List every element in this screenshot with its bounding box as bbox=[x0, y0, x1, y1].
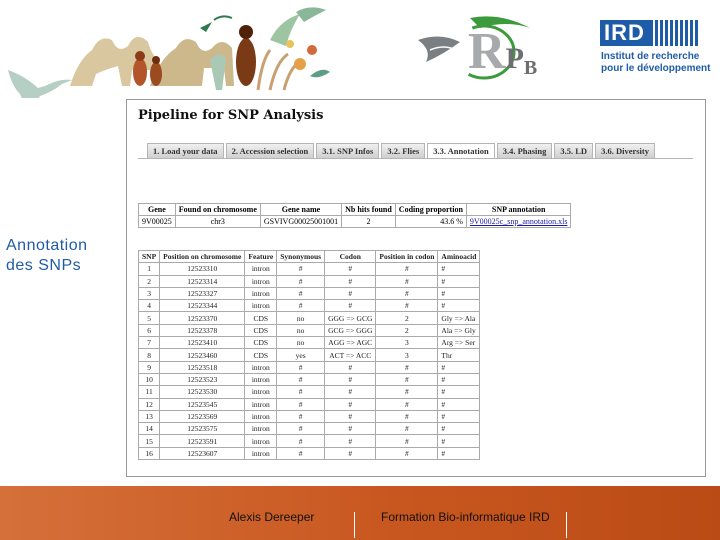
snp-cell-aminoacid: # bbox=[438, 287, 480, 299]
snp-cell-position-in-codon: 3 bbox=[376, 337, 438, 349]
gene-summary-table bbox=[138, 203, 571, 228]
snp-cell-snp: 7 bbox=[139, 337, 160, 349]
snp-cell-position: 12523530 bbox=[160, 386, 245, 398]
snp-cell-position-in-codon: # bbox=[376, 447, 438, 459]
table-row bbox=[139, 287, 480, 299]
gene-cell-gene: 9V00025 bbox=[139, 216, 176, 228]
snp-table-header-row bbox=[139, 251, 480, 263]
snp-cell-snp: 6 bbox=[139, 324, 160, 336]
snp-cell-synonymous: no bbox=[277, 312, 325, 324]
snp-cell-aminoacid: Ala => Gly bbox=[438, 324, 480, 336]
snp-cell-codon: # bbox=[325, 398, 376, 410]
table-row bbox=[139, 324, 480, 336]
tab-ld[interactable]: 3.5. LD bbox=[554, 143, 593, 159]
snp-cell-position-in-codon: # bbox=[376, 275, 438, 287]
snp-cell-codon: # bbox=[325, 447, 376, 459]
snp-cell-aminoacid: # bbox=[438, 447, 480, 459]
rpb-r-letter: R bbox=[468, 23, 506, 80]
table-row bbox=[139, 263, 480, 275]
snp-cell-snp: 12 bbox=[139, 398, 160, 410]
snp-cell-position-in-codon: # bbox=[376, 398, 438, 410]
snp-header-position: Position on chromosome bbox=[160, 251, 245, 263]
snp-cell-feature: intron bbox=[245, 386, 277, 398]
tab-annotation[interactable]: 3.3. Annotation bbox=[427, 143, 495, 159]
snp-cell-position-in-codon: # bbox=[376, 423, 438, 435]
tab-diversity[interactable]: 3.6. Diversity bbox=[595, 143, 655, 159]
gene-cell-chromosome: chr3 bbox=[175, 216, 260, 228]
snp-cell-synonymous: no bbox=[277, 324, 325, 336]
gene-header-gene: Gene bbox=[139, 204, 176, 216]
table-row bbox=[139, 423, 480, 435]
snp-cell-position: 12523314 bbox=[160, 275, 245, 287]
snp-cell-aminoacid: # bbox=[438, 386, 480, 398]
snp-cell-snp: 15 bbox=[139, 435, 160, 447]
snp-cell-position: 12523370 bbox=[160, 312, 245, 324]
snp-header-feature: Feature bbox=[245, 251, 277, 263]
snp-cell-codon: GCG => GGG bbox=[325, 324, 376, 336]
snp-cell-position: 12523344 bbox=[160, 300, 245, 312]
snp-cell-position-in-codon: # bbox=[376, 373, 438, 385]
snp-cell-feature: CDS bbox=[245, 312, 277, 324]
table-row bbox=[139, 447, 480, 459]
snp-cell-aminoacid: # bbox=[438, 410, 480, 422]
snp-annotation-download-link[interactable]: 9V00025c_snp_annotation.xls bbox=[466, 216, 571, 228]
snp-cell-snp: 16 bbox=[139, 447, 160, 459]
tab-divider bbox=[138, 158, 693, 159]
snp-cell-synonymous: # bbox=[277, 423, 325, 435]
snp-cell-aminoacid: # bbox=[438, 435, 480, 447]
snp-cell-codon: # bbox=[325, 287, 376, 299]
gene-table-header-row bbox=[139, 204, 571, 216]
snp-cell-snp: 14 bbox=[139, 423, 160, 435]
snp-cell-position: 12523569 bbox=[160, 410, 245, 422]
table-row bbox=[139, 410, 480, 422]
ird-logo-label: IRD bbox=[600, 20, 696, 46]
snp-cell-codon: # bbox=[325, 386, 376, 398]
snp-cell-snp: 1 bbox=[139, 263, 160, 275]
snp-cell-position-in-codon: # bbox=[376, 410, 438, 422]
snp-cell-codon: # bbox=[325, 275, 376, 287]
snp-cell-synonymous: no bbox=[277, 337, 325, 349]
tab-load-data[interactable]: 1. Load your data bbox=[147, 143, 224, 159]
snp-cell-synonymous: # bbox=[277, 447, 325, 459]
rpb-b-letter: B bbox=[523, 57, 538, 79]
snp-cell-snp: 2 bbox=[139, 275, 160, 287]
tab-snp-infos[interactable]: 3.1. SNP Infos bbox=[316, 143, 379, 159]
slide-title bbox=[6, 236, 88, 276]
footer-bar bbox=[0, 486, 720, 540]
snp-cell-feature: intron bbox=[245, 398, 277, 410]
snp-cell-position-in-codon: # bbox=[376, 386, 438, 398]
decorative-banner-illustration bbox=[0, 0, 400, 98]
snp-cell-synonymous: # bbox=[277, 263, 325, 275]
snp-cell-codon: # bbox=[325, 410, 376, 422]
snp-cell-feature: intron bbox=[245, 287, 277, 299]
snp-cell-feature: intron bbox=[245, 361, 277, 373]
snp-cell-feature: intron bbox=[245, 435, 277, 447]
footer-course: Formation Bio-informatique IRD bbox=[381, 510, 550, 524]
table-row bbox=[139, 300, 480, 312]
snp-cell-synonymous: # bbox=[277, 373, 325, 385]
snp-cell-feature: intron bbox=[245, 423, 277, 435]
gene-table-row bbox=[139, 216, 571, 228]
snp-cell-snp: 13 bbox=[139, 410, 160, 422]
snp-cell-position: 12523518 bbox=[160, 361, 245, 373]
snp-cell-codon: GGG => GCG bbox=[325, 312, 376, 324]
snp-cell-codon: # bbox=[325, 300, 376, 312]
snp-cell-aminoacid: Thr bbox=[438, 349, 480, 361]
snp-cell-snp: 5 bbox=[139, 312, 160, 324]
slide-title-line2: des SNPs bbox=[6, 257, 82, 274]
snp-cell-synonymous: # bbox=[277, 361, 325, 373]
snp-cell-position: 12523545 bbox=[160, 398, 245, 410]
table-row bbox=[139, 386, 480, 398]
snp-cell-feature: intron bbox=[245, 373, 277, 385]
snp-header-synonymous: Synonymous bbox=[277, 251, 325, 263]
snp-cell-snp: 8 bbox=[139, 349, 160, 361]
footer-author: Alexis Dereeper bbox=[229, 510, 315, 524]
gene-header-chromosome: Found on chromosome bbox=[175, 204, 260, 216]
snp-cell-position-in-codon: 2 bbox=[376, 324, 438, 336]
snp-cell-position: 12523310 bbox=[160, 263, 245, 275]
table-row bbox=[139, 337, 480, 349]
snp-cell-position-in-codon: 3 bbox=[376, 349, 438, 361]
snp-cell-aminoacid: Gly => Ala bbox=[438, 312, 480, 324]
snp-header-position-in-codon: Position in codon bbox=[376, 251, 438, 263]
snp-cell-position-in-codon: # bbox=[376, 300, 438, 312]
snp-cell-codon: # bbox=[325, 361, 376, 373]
footer-separator bbox=[354, 512, 355, 538]
snp-cell-feature: intron bbox=[245, 263, 277, 275]
snp-cell-synonymous: # bbox=[277, 386, 325, 398]
snp-cell-aminoacid: # bbox=[438, 398, 480, 410]
snp-cell-position: 12523575 bbox=[160, 423, 245, 435]
tab-phasing[interactable]: 3.4. Phasing bbox=[497, 143, 553, 159]
snp-cell-codon: AGG => AGC bbox=[325, 337, 376, 349]
snp-cell-synonymous: yes bbox=[277, 349, 325, 361]
slide-title-line1: Annotation bbox=[6, 237, 88, 254]
snp-cell-position-in-codon: # bbox=[376, 361, 438, 373]
snp-cell-synonymous: # bbox=[277, 287, 325, 299]
gene-header-nb-hits: Nb hits found bbox=[342, 204, 396, 216]
footer-separator bbox=[566, 512, 567, 538]
ird-subtitle-line1: Institut de recherche bbox=[601, 51, 700, 62]
snp-cell-synonymous: # bbox=[277, 398, 325, 410]
snp-cell-synonymous: # bbox=[277, 275, 325, 287]
tab-flies[interactable]: 3.2. Flies bbox=[381, 143, 425, 159]
gene-cell-nb-hits: 2 bbox=[342, 216, 396, 228]
snp-cell-feature: CDS bbox=[245, 337, 277, 349]
snp-header-codon: Codon bbox=[325, 251, 376, 263]
snp-cell-snp: 10 bbox=[139, 373, 160, 385]
snp-cell-position: 12523378 bbox=[160, 324, 245, 336]
snp-cell-synonymous: # bbox=[277, 410, 325, 422]
table-row bbox=[139, 312, 480, 324]
snp-cell-snp: 3 bbox=[139, 287, 160, 299]
snp-cell-position: 12523460 bbox=[160, 349, 245, 361]
snp-cell-feature: intron bbox=[245, 447, 277, 459]
snp-cell-codon: # bbox=[325, 373, 376, 385]
snp-cell-aminoacid: # bbox=[438, 275, 480, 287]
snp-cell-aminoacid: # bbox=[438, 423, 480, 435]
snp-cell-synonymous: # bbox=[277, 300, 325, 312]
snp-cell-snp: 9 bbox=[139, 361, 160, 373]
snp-cell-aminoacid: # bbox=[438, 300, 480, 312]
snp-cell-feature: CDS bbox=[245, 324, 277, 336]
pipeline-title: Pipeline for SNP Analysis bbox=[138, 108, 324, 123]
snp-cell-position-in-codon: # bbox=[376, 263, 438, 275]
snp-cell-feature: intron bbox=[245, 275, 277, 287]
snp-cell-feature: intron bbox=[245, 300, 277, 312]
pipeline-tabs bbox=[147, 143, 657, 159]
snp-cell-synonymous: # bbox=[277, 435, 325, 447]
snp-cell-position: 12523523 bbox=[160, 373, 245, 385]
snp-cell-position: 12523607 bbox=[160, 447, 245, 459]
table-row bbox=[139, 435, 480, 447]
gene-header-snp-annotation: SNP annotation bbox=[466, 204, 571, 216]
snp-cell-aminoacid: # bbox=[438, 361, 480, 373]
table-row bbox=[139, 361, 480, 373]
snp-cell-codon: ACT => ACC bbox=[325, 349, 376, 361]
gene-cell-gene-name: GSVIVG00025001001 bbox=[260, 216, 341, 228]
gene-cell-coding-proportion: 43.6 % bbox=[395, 216, 466, 228]
snp-cell-position: 12523591 bbox=[160, 435, 245, 447]
table-row bbox=[139, 373, 480, 385]
snp-header-aminoacid: Aminoacid bbox=[438, 251, 480, 263]
table-row bbox=[139, 275, 480, 287]
pipeline-screenshot-panel bbox=[126, 99, 706, 477]
table-row bbox=[139, 349, 480, 361]
snp-cell-feature: CDS bbox=[245, 349, 277, 361]
gene-header-gene-name: Gene name bbox=[260, 204, 341, 216]
snp-cell-position: 12523410 bbox=[160, 337, 245, 349]
snp-cell-position-in-codon: 2 bbox=[376, 312, 438, 324]
snp-cell-codon: # bbox=[325, 263, 376, 275]
snp-cell-feature: intron bbox=[245, 410, 277, 422]
snp-cell-position-in-codon: # bbox=[376, 435, 438, 447]
snp-header-snp: SNP bbox=[139, 251, 160, 263]
snp-annotation-table bbox=[138, 250, 480, 460]
snp-cell-snp: 4 bbox=[139, 300, 160, 312]
snp-cell-snp: 11 bbox=[139, 386, 160, 398]
snp-cell-aminoacid: # bbox=[438, 263, 480, 275]
gene-header-coding-proportion: Coding proportion bbox=[395, 204, 466, 216]
rpb-p-letter: P bbox=[505, 42, 524, 75]
snp-cell-aminoacid: Arg => Ser bbox=[438, 337, 480, 349]
snp-table-body bbox=[139, 263, 480, 460]
snp-cell-position: 12523327 bbox=[160, 287, 245, 299]
header-banner bbox=[0, 0, 720, 98]
snp-cell-codon: # bbox=[325, 423, 376, 435]
snp-cell-codon: # bbox=[325, 435, 376, 447]
ird-subtitle-line2: pour le développement bbox=[601, 63, 711, 74]
table-row bbox=[139, 398, 480, 410]
tab-accession-selection[interactable]: 2. Accession selection bbox=[226, 143, 315, 159]
snp-cell-aminoacid: # bbox=[438, 373, 480, 385]
ird-stripes-icon bbox=[650, 20, 698, 46]
snp-cell-position-in-codon: # bbox=[376, 287, 438, 299]
